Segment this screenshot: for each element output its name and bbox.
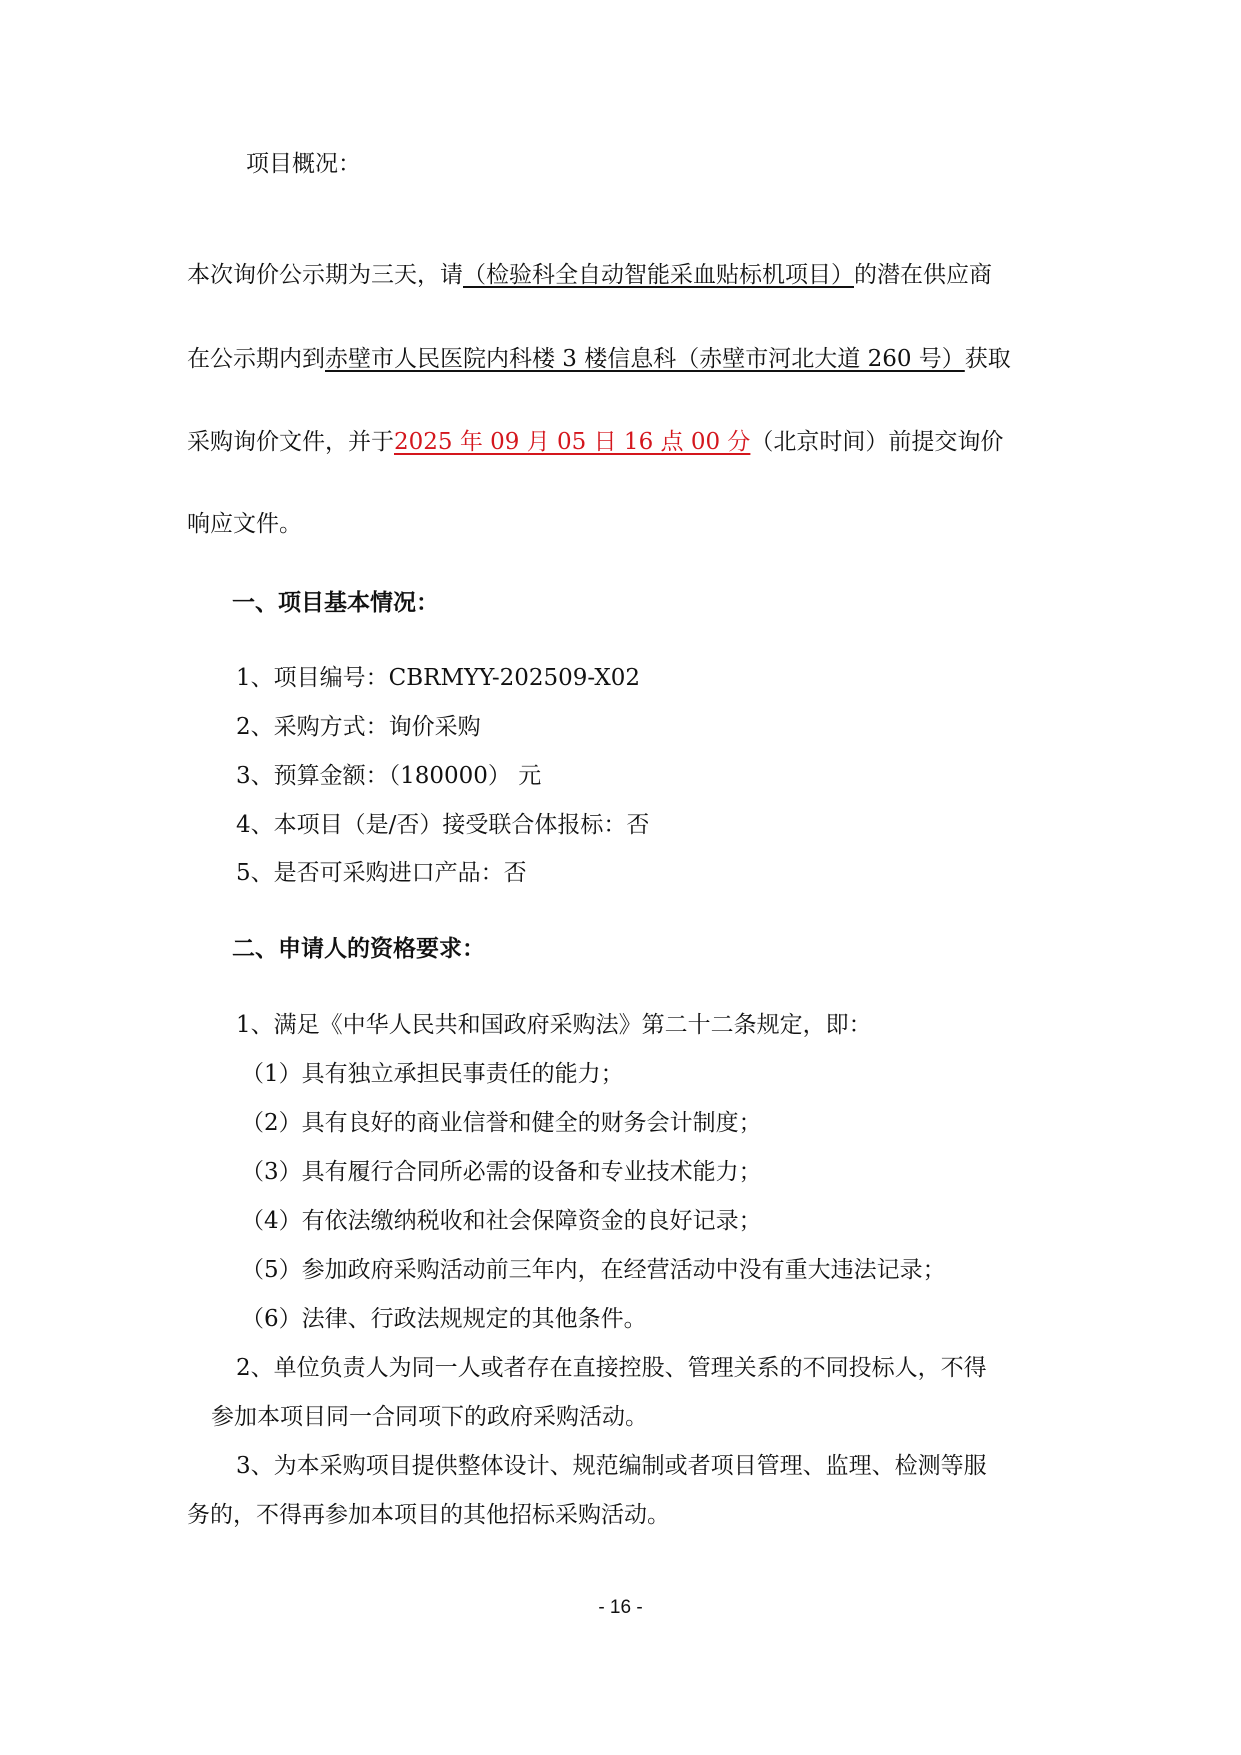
page-number: - 16 -: [598, 1597, 643, 1618]
sub-requirement-3: （3）具有履行合同所必需的设备和专业技术能力；: [241, 1159, 762, 1185]
requirement-1: 1、满足《中华人民共和国政府采购法》第二十二条规定，即：: [236, 1012, 872, 1038]
overview-line1-text-a: 本次询价公示期为三天，请: [187, 262, 463, 288]
section1-item-1: 1、项目编号：CBRMYY-202509-X02: [236, 665, 641, 691]
requirement-2-line-1: 2、单位负责人为同一人或者存在直接控股、管理关系的不同投标人，不得: [236, 1355, 987, 1381]
sub-requirement-6: （6）法律、行政法规规定的其他条件。: [241, 1306, 647, 1332]
requirement-3-line-1: 3、为本采购项目提供整体设计、规范编制或者项目管理、监理、检测等服: [236, 1453, 987, 1479]
overview-heading: 项目概况：: [246, 151, 361, 177]
overview-line-4: 响应文件。: [187, 511, 302, 537]
project-name: （检验科全自动智能采血贴标机项目）: [463, 262, 854, 288]
requirement-3-line-2: 务的，不得再参加本项目的其他招标采购活动。: [187, 1502, 670, 1528]
section1-item-2: 2、采购方式：询价采购: [236, 714, 481, 740]
overview-line2-text-b: 获取: [964, 346, 1011, 372]
overview-line3-text-a: 采购询价文件，并于: [187, 429, 394, 455]
section1-title: 一、项目基本情况：: [232, 589, 439, 616]
section1-item-5: 5、是否可采购进口产品：否: [236, 860, 527, 886]
overview-line-2: [187, 344, 1011, 374]
sub-requirement-5: （5）参加政府采购活动前三年内，在经营活动中没有重大违法记录；: [241, 1257, 946, 1283]
requirement-2-line-2: 参加本项目同一合同项下的政府采购活动。: [211, 1404, 648, 1430]
section1-item-3: 3、预算金额：（180000） 元: [236, 763, 542, 789]
section1-item-4: 4、本项目（是/否）接受联合体报标：否: [236, 812, 650, 838]
overview-line-1: [187, 260, 992, 290]
sub-requirement-1: （1）具有独立承担民事责任的能力；: [241, 1061, 624, 1087]
overview-line2-text-a: 在公示期内到: [187, 346, 325, 372]
sub-requirement-4: （4）有依法缴纳税收和社会保障资金的良好记录；: [241, 1208, 762, 1234]
sub-requirement-2: （2）具有良好的商业信誉和健全的财务会计制度；: [241, 1110, 762, 1136]
pickup-location: 赤壁市人民医院内科楼 3 楼信息科（赤壁市河北大道 260 号）: [325, 346, 965, 372]
submission-deadline: 2025 年 09 月 05 日 16 点 00 分: [394, 429, 751, 455]
overview-line3-text-b: （北京时间）前提交询价: [750, 429, 1004, 455]
section2-title: 二、申请人的资格要求：: [232, 935, 485, 962]
overview-line1-text-b: 的潜在供应商: [854, 262, 992, 288]
overview-line-3: [187, 427, 1003, 457]
